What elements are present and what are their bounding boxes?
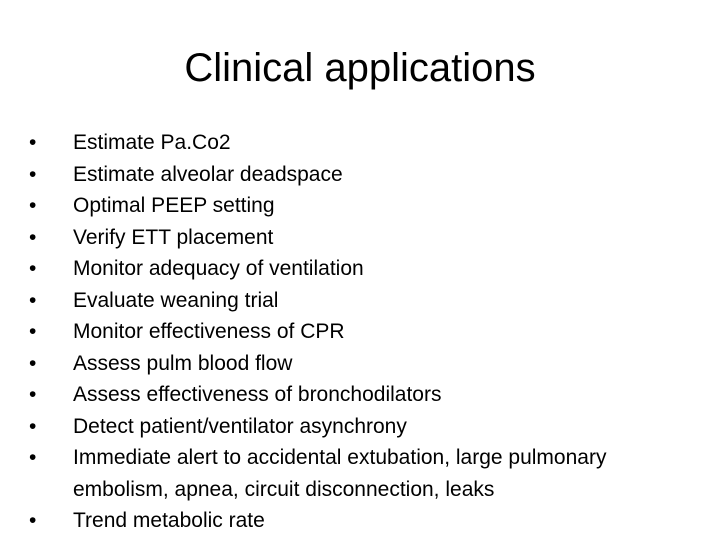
list-item	[29, 222, 699, 254]
list-item-text: Assess effectiveness of bronchodilators	[73, 383, 442, 406]
list-item-text: Estimate alveolar deadspace	[73, 162, 343, 186]
list-item	[29, 159, 699, 191]
bullet-icon: •	[29, 351, 37, 375]
list-item-text: Monitor effectiveness of CPR	[73, 320, 345, 343]
list-item	[29, 127, 699, 159]
bullet-icon: •	[29, 225, 37, 249]
list-item-text: Assess pulm blood flow	[73, 351, 293, 375]
list-item-text: Evaluate weaning trial	[73, 288, 279, 312]
bullet-icon: •	[29, 288, 37, 312]
list-item	[29, 379, 699, 411]
list-item-text: Monitor adequacy of ventilation	[73, 257, 364, 280]
list-item	[29, 316, 699, 348]
list-item	[29, 442, 699, 505]
bullet-icon: •	[29, 446, 37, 469]
list-item	[29, 190, 699, 222]
bullet-icon: •	[29, 194, 37, 217]
list-item	[29, 253, 699, 285]
list-item-text: Estimate Pa.Co2	[73, 131, 231, 154]
list-item-text: Optimal PEEP setting	[73, 194, 275, 217]
slide-title: Clinical applications	[184, 46, 536, 90]
list-item-text: Verify ETT placement	[73, 225, 274, 249]
list-item-text: Detect patient/ventilator asynchrony	[73, 414, 407, 438]
bullet-icon: •	[29, 414, 37, 438]
list-item-text: Trend metabolic rate	[73, 509, 265, 532]
list-item	[29, 505, 699, 537]
bullet-icon: •	[29, 383, 37, 406]
list-item	[29, 348, 699, 380]
bullet-icon: •	[29, 509, 37, 532]
list-item	[29, 285, 699, 317]
bullet-list	[29, 127, 699, 537]
bullet-icon: •	[29, 162, 37, 186]
bullet-icon: •	[29, 320, 37, 343]
list-item-text: Immediate alert to accidental extubation, large pulmonary embolism, apnea, circuit disconnection, leaks	[73, 446, 607, 501]
bullet-icon: •	[29, 131, 37, 154]
bullet-icon: •	[29, 257, 37, 280]
list-item	[29, 411, 699, 443]
